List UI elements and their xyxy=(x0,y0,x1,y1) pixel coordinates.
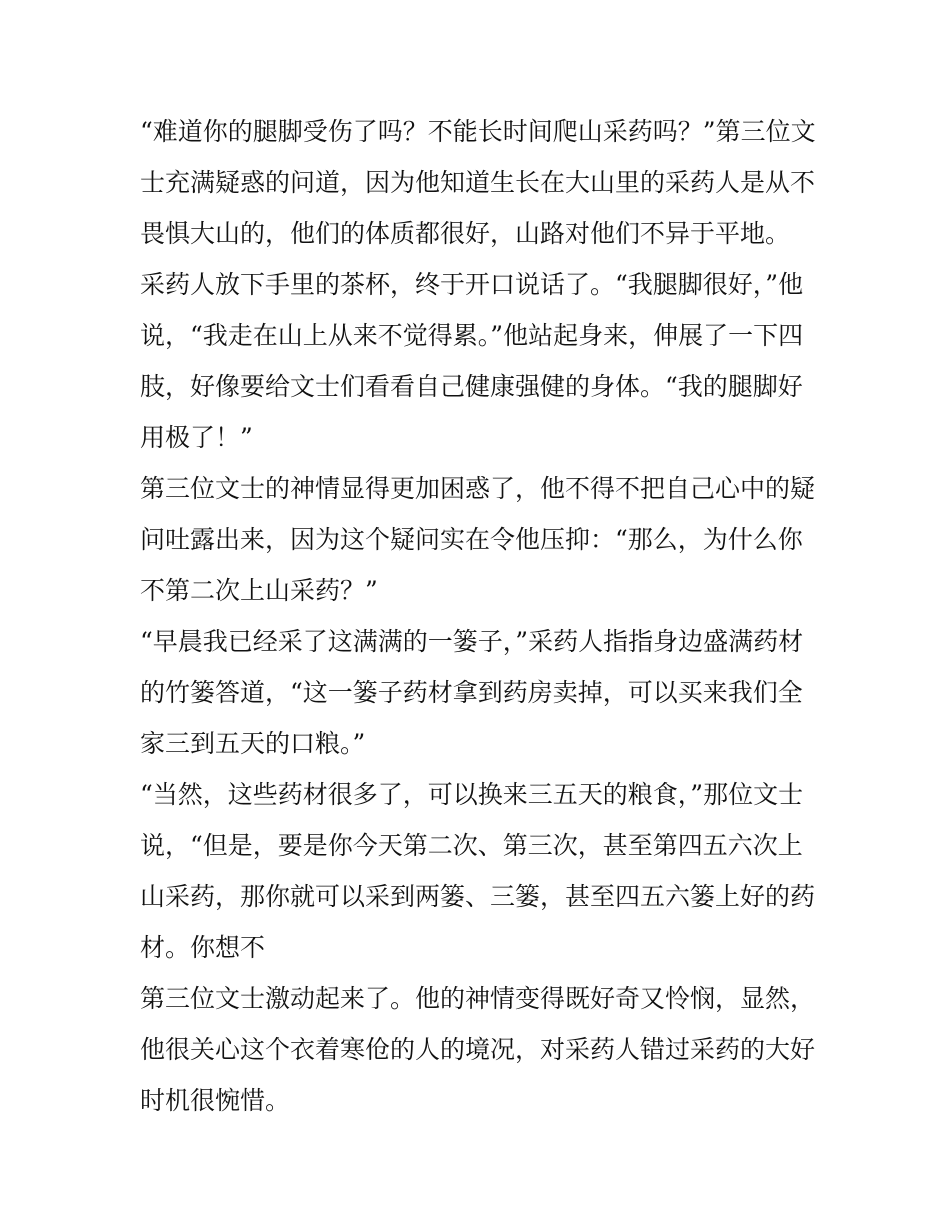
text-line: 用极了！” xyxy=(140,423,253,452)
text-line: 他很关心这个衣着寒伧的人的境况，对采药人错过采药的大好 xyxy=(140,1035,816,1064)
text-line: 的竹篓答道，“这一篓子药材拿到药房卖掉，可以买来我们全 xyxy=(140,678,803,707)
text-line: 时机很惋惜。 xyxy=(140,1086,291,1115)
text-line: 山采药，那你就可以采到两篓、三篓，甚至四五六篓上好的药 xyxy=(140,882,816,911)
text-line: “当然，这些药材很多了，可以换来三五天的粮食，”那位文士 xyxy=(140,780,804,809)
text-line: 第三位文士激动起来了。他的神情变得既好奇又怜悯，显然， xyxy=(140,984,816,1013)
text-line: 畏惧大山的，他们的体质都很好，山路对他们不异于平地。 xyxy=(140,219,791,248)
text-line: “早晨我已经采了这满满的一篓子，”采药人指指身边盛满药材 xyxy=(140,627,804,656)
text-line: 材。你想不 xyxy=(140,933,266,962)
text-line: 肢，好像要给文士们看看自己健康强健的身体。“我的腿脚好 xyxy=(140,372,803,401)
text-line: 第三位文士的神情显得更加困惑了，他不得不把自己心中的疑 xyxy=(140,474,816,503)
text-line: 采药人放下手里的茶杯，终于开口说话了。“我腿脚很好，”他 xyxy=(140,270,804,299)
text-line: 说，“我走在山上从来不觉得累。”他站起身来，伸展了一下四 xyxy=(140,321,804,350)
body-text xyxy=(140,106,820,1126)
text-line: 说，“但是，要是你今天第二次、第三次，甚至第四五六次上 xyxy=(140,831,803,860)
text-line: 士充满疑惑的问道，因为他知道生长在大山里的采药人是从不 xyxy=(140,168,816,197)
text-line: “难道你的腿脚受伤了吗？不能长时间爬山采药吗？”第三位文 xyxy=(140,117,816,146)
text-line: 家三到五天的口粮。” xyxy=(140,729,366,758)
text-line: 不第二次上山采药？” xyxy=(140,576,378,605)
text-line: 问吐露出来，因为这个疑问实在令他压抑：“那么，为什么你 xyxy=(140,525,803,554)
